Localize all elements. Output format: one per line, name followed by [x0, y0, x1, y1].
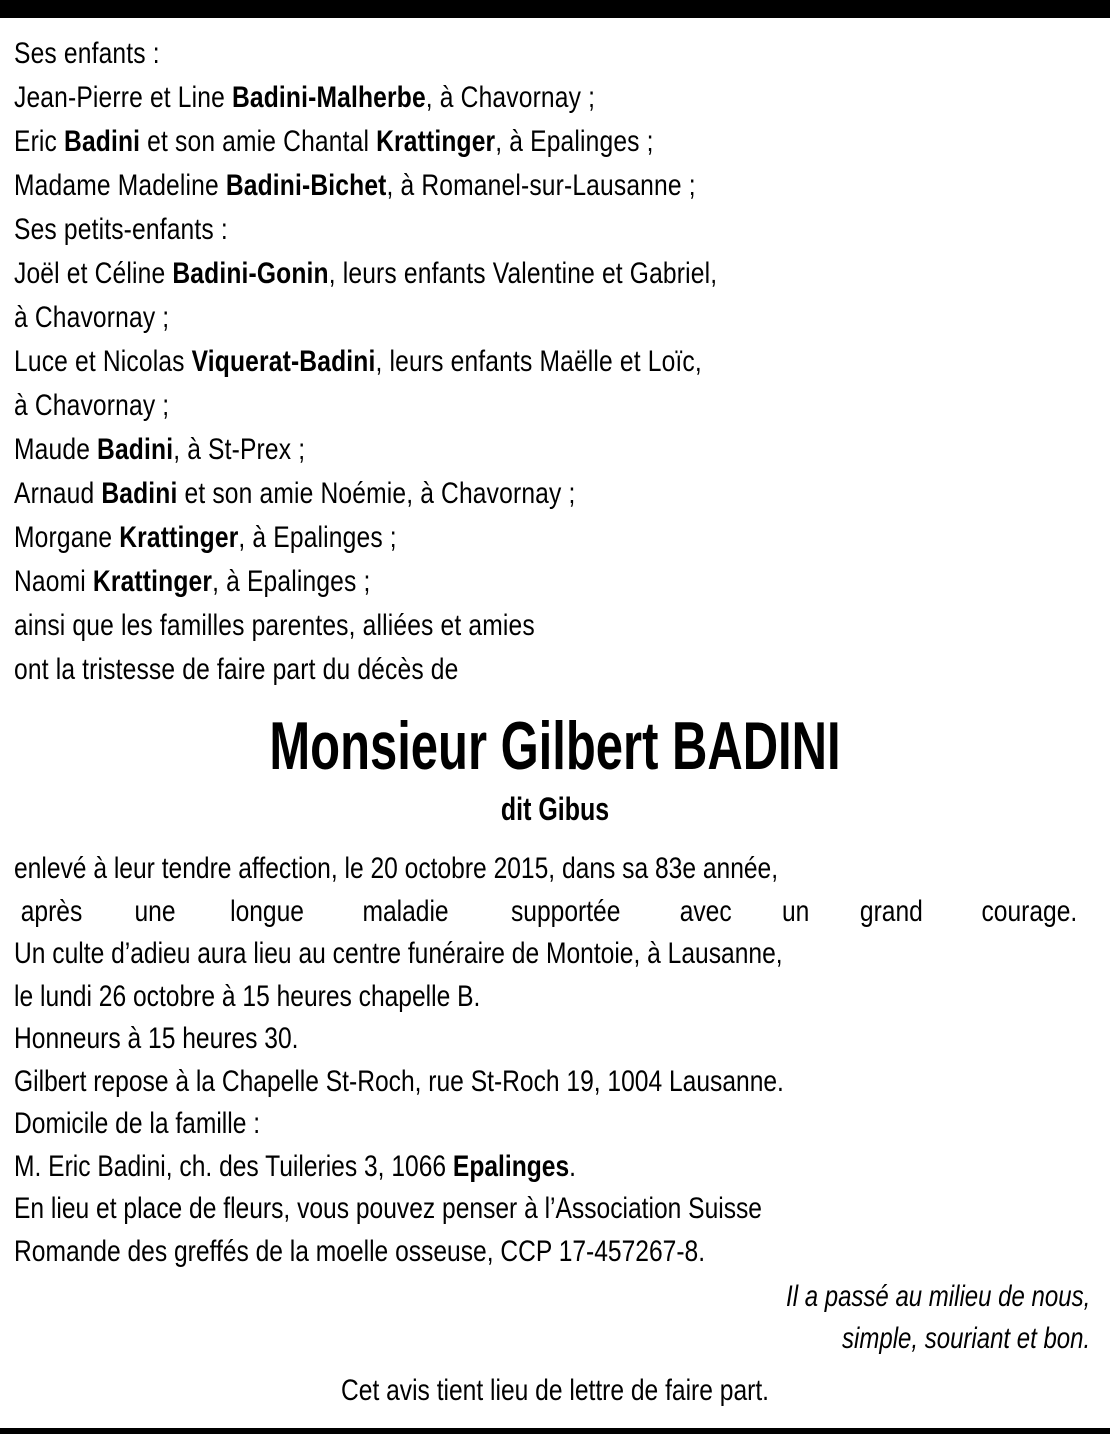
family-name: Krattinger — [376, 125, 496, 158]
announcement-line-justified: après une longue maladie supportée avec un grand courage. — [20, 894, 1078, 928]
grandchild-entry: Naomi Krattinger, à Epalinges ; — [14, 565, 371, 598]
grandchildren-heading: Ses petits-enfants : — [14, 213, 228, 246]
address-town: Epalinges — [452, 1149, 570, 1183]
grandchild-entry: Arnaud Badini et son amie Noémie, à Chavornay ; — [14, 477, 576, 510]
announcement-line: Un culte d’adieu aura lieu au centre funéraire de Montoie, à Lausanne, — [14, 937, 783, 970]
deceased-name: Monsieur Gilbert BADINI — [269, 708, 841, 784]
announcement-line: le lundi 26 octobre à 15 heures chapelle B. — [14, 979, 481, 1013]
family-name: Badini-Bichet — [225, 169, 387, 202]
family-name: Badini-Gonin — [172, 257, 329, 290]
family-name: Krattinger — [92, 565, 213, 598]
family-name: Badini-Malherbe — [231, 81, 426, 114]
announcement-line: Honneurs à 15 heures 30. — [14, 1022, 299, 1055]
family-name: Krattinger — [119, 521, 239, 554]
family-address: M. Eric Badini, ch. des Tuileries 3, 1066 Epalinges. — [14, 1149, 576, 1183]
grandchild-entry: Joël et Céline Badini-Gonin, leurs enfants Valentine et Gabriel, — [14, 257, 718, 290]
family-name: Viquerat-Badini — [191, 345, 376, 378]
announcement-line: Gilbert repose à la Chapelle St-Roch, rue St-Roch 19, 1004 Lausanne. — [14, 1064, 784, 1098]
closing-line: ont la tristesse de faire part du décès de — [14, 653, 459, 686]
footer-note: Cet avis tient lieu de lettre de faire part. — [340, 1374, 769, 1407]
grandchild-entry: Luce et Nicolas Viquerat-Badini, leurs enfants Maëlle et Loïc, — [14, 345, 702, 378]
child-entry: Madame Madeline Badini-Bichet, à Romanel-sur-Lausanne ; — [14, 169, 696, 202]
announcement-line: Romande des greffés de la moelle osseuse, CCP 17-457267-8. — [14, 1234, 706, 1268]
grandchild-entry: Maude Badini, à St-Prex ; — [14, 433, 306, 466]
top-border-rule — [0, 0, 1110, 18]
quote-line: Il a passé au milieu de nous, — [785, 1280, 1090, 1313]
grandchild-entry-continuation: à Chavornay ; — [14, 301, 170, 334]
closing-line: ainsi que les familles parentes, alliées et amies — [14, 609, 535, 642]
child-entry: Eric Badini et son amie Chantal Krattinger, à Epalinges ; — [14, 125, 654, 158]
deceased-alias: dit Gibus — [500, 791, 610, 827]
announcement-body — [14, 848, 1088, 1273]
family-name: Badini — [64, 125, 141, 158]
family-name: Badini — [101, 477, 178, 510]
quote-line: simple, souriant et bon. — [841, 1322, 1090, 1355]
grandchild-entry-continuation: à Chavornay ; — [14, 389, 170, 422]
announcement-line: Domicile de la famille : — [14, 1107, 261, 1140]
family-name: Badini — [97, 433, 174, 466]
children-heading: Ses enfants : — [14, 37, 160, 70]
family-section — [14, 32, 1094, 692]
bottom-border-rule — [0, 1428, 1110, 1434]
announcement-line: enlevé à leur tendre affection, le 20 octobre 2015, dans sa 83e année, — [14, 852, 779, 885]
child-entry: Jean-Pierre et Line Badini-Malherbe, à Chavornay ; — [14, 81, 596, 114]
grandchild-entry: Morgane Krattinger, à Epalinges ; — [14, 521, 397, 554]
announcement-line: En lieu et place de fleurs, vous pouvez penser à l’Association Suisse — [14, 1192, 762, 1225]
